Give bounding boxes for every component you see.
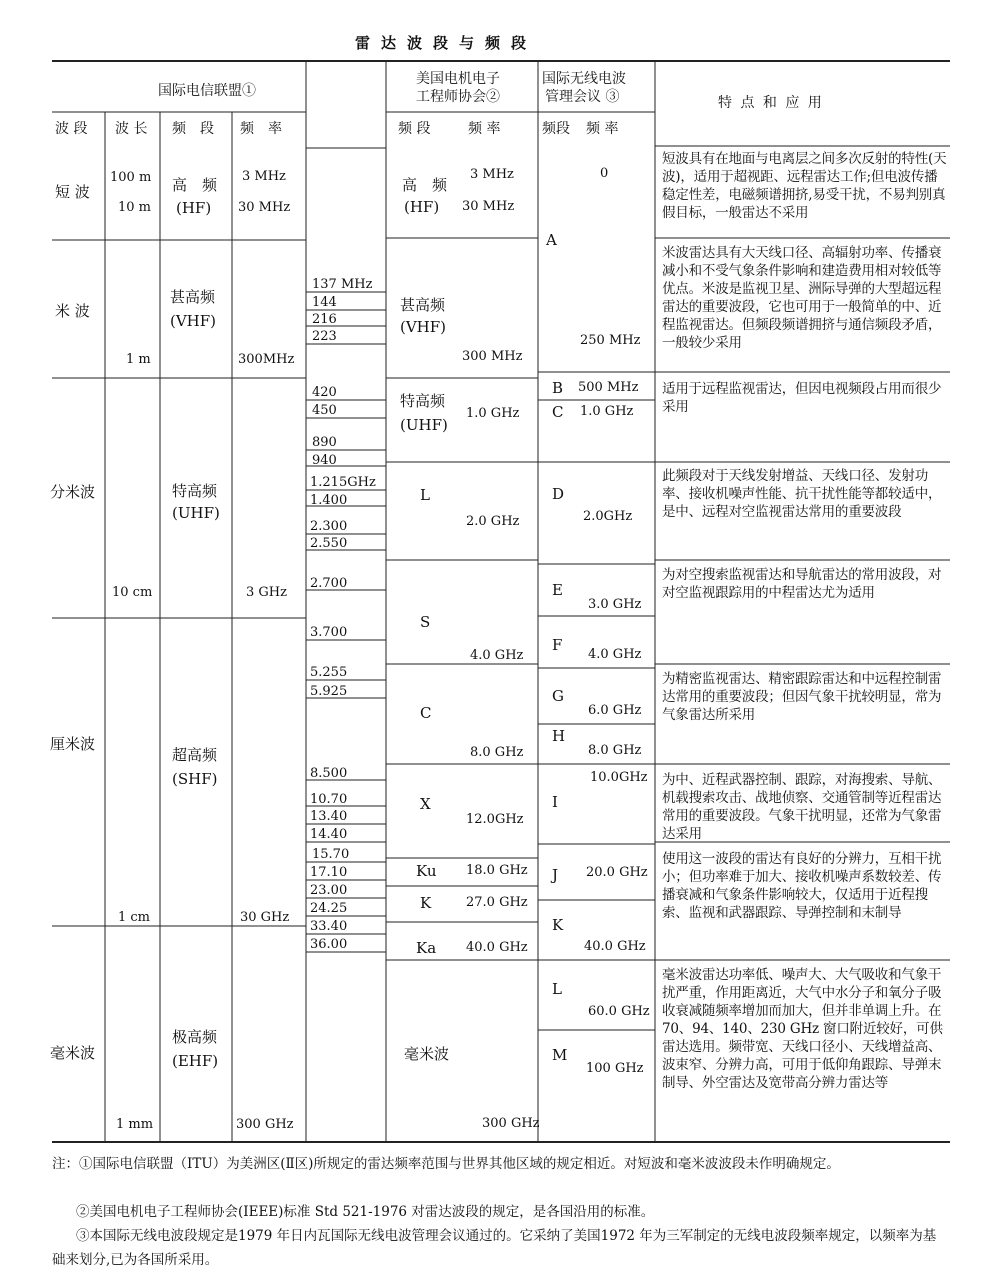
ieee-frequency: 2.0 GHz [466,514,520,529]
iwrc-frequency: 8.0 GHz [588,743,642,758]
iwrc-band-letter: B [552,379,564,397]
ieee-band-code: (UHF) [400,416,448,434]
feature-description: 为中、近程武器控制、跟踪，对海搜索、导航、机载搜索攻击、战地侦察、交通管制等近程雷达常用的重要波段。气象干扰明显，还常为气象雷达采用 [662,772,942,842]
feature-description: 毫米波雷达功率低、噪声大、大气吸收和气象干扰严重，作用距离近，大气中水分子和氧分子吸收衰减随频率增加而加大，但并非单调上升。在70、94、140、230 GHz 窗口附近较好，可供雷达选用。频带宽、天线口径小、天线增益高、波束窄、分辨力高，可用于低仰角跟踪、导弹末制导、外空雷达及宽带高分辨力雷达等 [662,967,943,1091]
scale-label: 1.400 [310,493,348,508]
itu-freqband-code: (VHF) [170,312,217,330]
footnote-3: ③本国际无线电波段规定是1979 年日内瓦国际无线电波管理会议通过的。它采纳了美国1972 年为三军制定的无线电波段频率规定，以频率为基础来划分,已为各国所采用。 [52,1228,937,1268]
scale-label: 5.925 [310,684,348,699]
scale-label: 8.500 [310,766,348,781]
itu-wavelength: 1 cm [118,910,151,925]
itu-freqband-name: 甚高频 [170,288,216,306]
scale-label: 17.10 [310,865,348,880]
itu-freqband-name: 极高频 [172,1028,218,1046]
itu-frequency: 30 MHz [238,200,291,215]
footnote-1: 注：①国际电信联盟（ITU）为美洲区(Ⅱ区)所规定的雷达频率范围与世界其他区域的规定相近。对短波和毫米波波段未作明确规定。 [52,1156,840,1172]
ieee-band-name: 高 频 [402,176,448,194]
scale-label: 3.700 [310,625,348,640]
feature-description: 为精密监视雷达、精密跟踪雷达和中远程控制雷达常用的重要波段；但因气象干扰较明显，常为气象雷达所采用 [662,671,942,723]
iwrc-band-letter: A [546,231,557,249]
itu-band-name: 短 波 [55,183,90,201]
feature-description: 适用于远程监视雷达，但因电视频段占用而很少采用 [662,381,942,415]
scale-label: 144 [312,295,337,310]
feature-description: 米波雷达具有大天线口径、高辐射功率、传播衰减小和不受气象条件影响和建造费用相对较低等优点。米波是监视卫星、洲际导弹的大型超远程雷达的重要波段，它也可用于一般简单的中、近程监视雷达。但频段频谱拥挤与通信频段矛盾，一般较少采用 [662,245,942,351]
col-freqband-header: 频 段 [172,121,214,137]
feature-description: 此频段对于天线发射增益、天线口径、发射功率、接收机噪声性能、抗干扰性能等都较适中，是中、远程对空监视雷达常用的重要波段 [662,468,942,520]
ieee-band-letter: X [420,795,431,813]
iwrc-band-letter: E [552,581,563,599]
ieee-header-line2: 工程师协会② [416,89,500,105]
itu-frequency: 300MHz [238,352,295,367]
iwrc-band-letter: F [552,636,563,654]
itu-freqband-code: (UHF) [172,504,220,522]
scale-label: 23.00 [310,883,348,898]
scale-label: 36.00 [310,937,348,952]
scale-label: 890 [312,435,337,450]
feature-description: 使用这一波段的雷达有良好的分辨力，互相干扰小；但功率难于加大、接收机噪声系数较差、传播衰减和气象条件影响较大，仅适用于近程搜索、监视和武器跟踪、导弹控制和末制导 [662,851,942,921]
ieee-frequency: 30 MHz [462,199,515,214]
ieee-band-letter: L [420,486,430,504]
iwrc-band-letter: M [552,1046,568,1064]
ieee-frequency: 3 MHz [470,167,514,182]
iwrc-header-line2: 管理会议 ③ [545,89,620,105]
scale-label: 223 [312,329,337,344]
itu-frequency: 3 MHz [242,169,286,184]
ieee-band-name: 毫米波 [404,1045,450,1063]
scale-label: 5.255 [310,665,348,680]
footnote-2: ②美国电机电子工程师协会(IEEE)标准 Std 521-1976 对雷达波段的规定，是各国沿用的标准。 [76,1204,655,1220]
iwrc-frequency: 1.0 GHz [580,404,634,419]
itu-wavelength: 100 m [110,170,152,185]
scale-label: 2.550 [310,536,348,551]
ieee-band-letter: Ku [416,862,437,880]
iwrc-band-letter: I [552,793,558,811]
features-header: 特 点 和 应 用 [718,95,824,111]
itu-freqband-code: (EHF) [172,1052,219,1070]
itu-freqband-code: (SHF) [172,770,218,788]
col-band-header: 波 段 [55,121,88,137]
iwrc-band-letter: G [552,687,564,705]
iwrc-band-letter: K [552,916,564,934]
ieee-frequency: 40.0 GHz [466,940,528,955]
scale-label: 940 [312,453,337,468]
itu-band-name: 厘米波 [50,735,96,753]
ieee-frequency: 300 MHz [462,349,523,364]
ieee-band-header: 频 段 [398,121,431,137]
col-wavelength-header: 波 长 [115,121,148,137]
iwrc-frequency: 100 GHz [586,1061,644,1076]
itu-freqband-code: (HF) [176,199,212,217]
iwrc-frequency: 4.0 GHz [588,647,642,662]
iwrc-frequency: 500 MHz [578,380,639,395]
iwrc-header-line1: 国际无线电波 [542,71,626,87]
scale-label: 2.700 [310,576,348,591]
ieee-band-code: (HF) [404,198,440,216]
iwrc-frequency: 10.0GHz [590,770,648,785]
ieee-frequency: 4.0 GHz [470,648,524,663]
ieee-frequency: 12.0GHz [466,812,524,827]
scale-label: 14.40 [310,827,348,842]
iwrc-frequency: 250 MHz [580,333,641,348]
ieee-header-line1: 美国电机电子 [416,71,500,87]
itu-band-name: 米 波 [55,302,90,320]
itu-wavelength: 10 m [118,200,152,215]
itu-band-name: 毫米波 [50,1044,96,1062]
itu-header: 国际电信联盟① [158,83,256,99]
iwrc-freq-header: 频 率 [586,121,619,137]
ieee-band-letter: S [420,613,431,631]
ieee-band-letter: Ka [416,939,437,957]
feature-description: 短波具有在地面与电离层之间多次反射的特性(天波)，适用于超视距、远程雷达工作;但电波传播稳定性差，电磁频谱拥挤,易受干扰，不易判别真假目标，一般雷达不采用 [662,151,947,221]
iwrc-band-letter: C [552,403,564,421]
scale-label: 450 [312,403,337,418]
scale-label: 13.40 [310,809,348,824]
ieee-band-letter: C [420,704,432,722]
itu-band-name: 分米波 [50,483,96,501]
itu-freqband-name: 超高频 [172,746,218,764]
ieee-band-letter: K [420,894,432,912]
iwrc-frequency: 20.0 GHz [586,865,648,880]
iwrc-band-letter: J [552,866,559,884]
itu-frequency: 300 GHz [236,1117,294,1132]
itu-freqband-name: 高 频 [172,176,218,194]
itu-frequency: 30 GHz [240,910,290,925]
scale-label: 420 [312,385,337,400]
ieee-frequency: 1.0 GHz [466,406,520,421]
iwrc-frequency: 0 [600,166,609,181]
iwrc-band-header: 频段 [542,121,570,137]
ieee-freq-header: 频 率 [468,121,501,137]
iwrc-band-letter: L [552,980,562,998]
scale-label: 137 MHz [312,277,373,292]
iwrc-frequency: 2.0GHz [583,509,633,524]
col-frequency-header: 频 率 [240,121,282,137]
scale-label: 10.70 [310,792,348,807]
ieee-frequency: 8.0 GHz [470,745,524,760]
scale-label: 1.215GHz [310,475,376,490]
scale-label: 216 [312,312,337,327]
scale-label: 24.25 [310,901,348,916]
ieee-band-name: 特高频 [400,392,446,410]
ieee-band-name: 甚高频 [400,296,446,314]
ieee-frequency: 27.0 GHz [466,895,528,910]
iwrc-band-letter: D [552,485,565,503]
scale-label: 15.70 [312,847,350,862]
iwrc-frequency: 6.0 GHz [588,703,642,718]
itu-freqband-name: 特高频 [172,482,218,500]
iwrc-frequency: 60.0 GHz [588,1004,650,1019]
itu-wavelength: 1 mm [116,1117,154,1132]
ieee-frequency: 300 GHz [482,1116,540,1131]
feature-description: 为对空搜索监视雷达和导航雷达的常用波段，对对空监视跟踪用的中程雷达尤为适用 [662,567,942,601]
iwrc-band-letter: H [552,727,566,745]
itu-frequency: 3 GHz [246,585,287,600]
ieee-band-code: (VHF) [400,318,447,336]
scale-label: 33.40 [310,919,348,934]
itu-wavelength: 10 cm [112,585,153,600]
scale-label: 2.300 [310,519,348,534]
iwrc-frequency: 40.0 GHz [584,939,646,954]
page-title: 雷达波段与频段 [355,34,538,52]
itu-wavelength: 1 m [126,352,151,367]
iwrc-frequency: 3.0 GHz [588,597,642,612]
ieee-frequency: 18.0 GHz [466,863,528,878]
